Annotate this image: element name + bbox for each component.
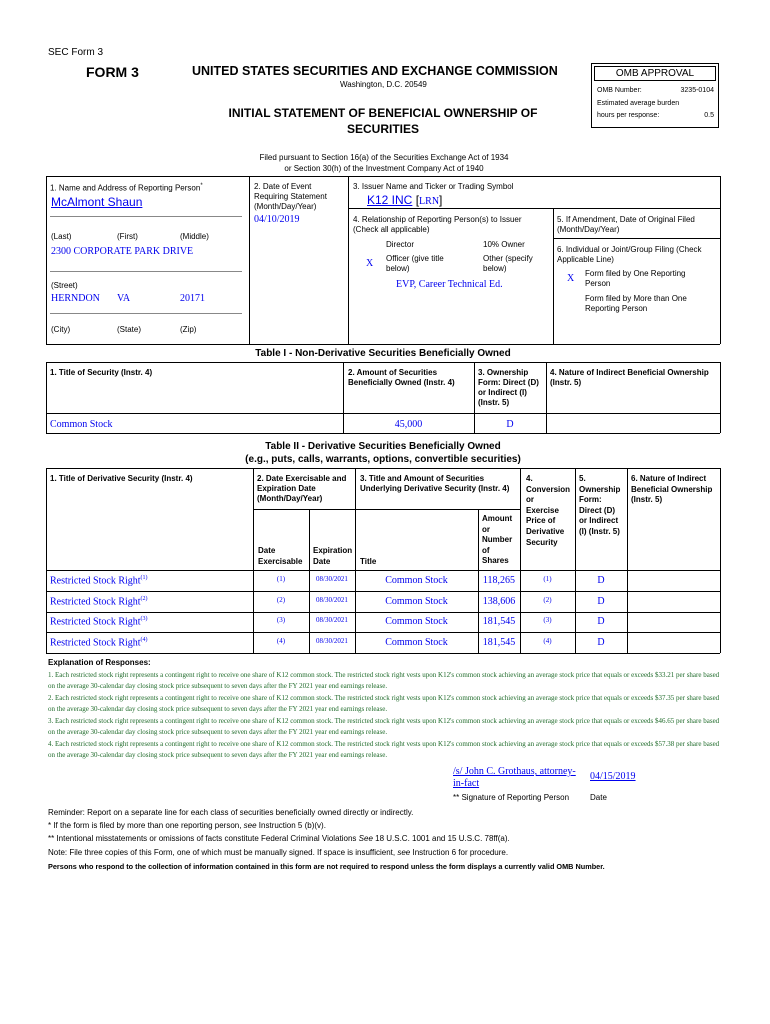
table2-title (46, 440, 720, 466)
table2-col4 (526, 474, 570, 548)
city: HERNDON (51, 293, 100, 304)
explanation-item: 1. Each restricted stock right represents a contingent right to receive one share of K12 common stock. The restricted stock right vests upon K12's common stock achieving an average stock price that equals or exceeds $33.21 per share based on the average 30-calendar day closing stock price subsequent to seven days after the FY 2021 year end earnings release. (48, 671, 720, 690)
table1-col2-1: 2. Amount of Securities (348, 368, 438, 377)
officer-check-mark: X (366, 258, 374, 269)
conversion-price: (1) (543, 575, 552, 583)
derivative-title (50, 616, 148, 627)
issuer-name-link[interactable]: K12 INC (367, 193, 413, 207)
derivative-title (50, 637, 148, 648)
event-date-label-1: 2. Date of Event (254, 182, 312, 191)
table2-col5-5: (I) (Instr. 5) (579, 526, 620, 536)
derivative-title-text: Restricted Stock Right (50, 596, 141, 608)
expiration-date: 08/30/2021 (316, 596, 348, 604)
sec-form-label: SEC Form 3 (48, 47, 104, 58)
filing-label-1: 6. Individual or Joint/Group Filing (Check (557, 245, 702, 254)
conversion-price: (2) (543, 596, 552, 604)
reporting-person-label-sup: * (200, 183, 203, 189)
relationship-label-2: (Check all applicable) (353, 225, 430, 234)
table1-col4-1: 4. Nature of Indirect Beneficial Ownership (550, 368, 709, 377)
table2-col5-4: or Indirect (579, 516, 619, 526)
table-row (46, 633, 720, 653)
street-address: 2300 CORPORATE PARK DRIVE (51, 246, 194, 257)
expiration-1: Expiration (313, 546, 353, 555)
derivative-title-text: Restricted Stock Right (50, 575, 141, 587)
filing-one-2: Person (585, 279, 611, 288)
reporting-person-label-text: 1. Name and Address of Reporting Person (50, 183, 201, 193)
other-option-2: below) (483, 264, 507, 273)
officer-title: EVP, Career Technical Ed. (396, 279, 503, 290)
filed-pursuant-line-2: or Section 30(h) of the Investment Company Act of 1940 (284, 164, 484, 173)
explanation-item: 2. Each restricted stock right represents a contingent right to receive one share of K12 common stock. The restricted stock right vests upon K12's common stock achieving an average stock price that equals or exceeds $37.35 per share based on the average 30-calendar day closing stock price subsequent to seven days after the FY 2021 year end earnings release. (48, 694, 720, 713)
table2-col6-1: Beneficial Ownership (631, 484, 713, 494)
table2-col4-6: Security (526, 537, 558, 547)
table1-col2-2: Beneficially Owned (Instr. 4) (348, 378, 455, 387)
table2-col5-2: Form: (579, 495, 602, 505)
table2-col2 (257, 474, 346, 504)
omb-hours: 0.5 (704, 112, 714, 119)
issuer-label: 3. Issuer Name and Ticker or Trading Symbol (353, 182, 514, 191)
filing-label (557, 245, 702, 265)
filing-label-2: Applicable Line) (557, 255, 614, 264)
table2-col3-2: Underlying Derivative Security (Instr. 4) (360, 484, 510, 493)
signature-label: ** Signature of Reporting Person (453, 793, 570, 802)
ticker-open: [ (415, 193, 420, 207)
note3-see: see (397, 848, 411, 857)
table2-col3 (360, 474, 509, 494)
ten-pct-option: 10% Owner (483, 240, 525, 249)
omb-title: OMB APPROVAL (594, 66, 716, 81)
signature-name-2: in-fact (453, 778, 480, 789)
ownership-form: D (597, 616, 605, 627)
table1-col4-2: (Instr. 5) (550, 378, 582, 387)
omb-hours-label: hours per response: (597, 112, 660, 119)
filing-one-option (585, 269, 686, 289)
agency-title: UNITED STATES SECURITIES AND EXCHANGE COMMISSION (192, 64, 558, 78)
underlying-title: Common Stock (385, 575, 448, 586)
city-label: (City) (51, 325, 71, 334)
table1-row-form: D (506, 419, 514, 430)
expiration-header (313, 546, 352, 567)
filed-pursuant-line-1: Filed pursuant to Section 16(a) of the Securities Exchange Act of 1934 (259, 153, 509, 162)
filing-check-mark: X (567, 273, 575, 284)
ownership-form: D (597, 575, 605, 586)
table2-col5-1: Ownership (579, 484, 621, 494)
director-option: Director (386, 240, 415, 249)
statement-title-line-1: INITIAL STATEMENT OF BENEFICIAL OWNERSHIP OF (228, 106, 538, 120)
date-exercisable-2: Exercisable (258, 556, 303, 566)
middle-label: (Middle) (180, 232, 209, 241)
note1-b: Instruction 5 (b)(v). (256, 821, 326, 830)
last-label: (Last) (51, 232, 72, 241)
title-header: Title (360, 557, 377, 566)
expiration-date: 08/30/2021 (316, 575, 348, 583)
ticker-close: ] (439, 193, 443, 207)
table2-rows (46, 571, 720, 653)
underlying-title: Common Stock (385, 637, 448, 648)
derivative-title (50, 596, 148, 607)
amount-label-2: Number (482, 535, 513, 545)
table1-row-amount: 45,000 (394, 419, 423, 430)
explanation-item: 3. Each restricted stock right represents a contingent right to receive one share of K12 common stock. The restricted stock right vests upon K12's common stock achieving an average stock price that equals or exceeds $46.65 per share based on the average 30-calendar day closing stock price subsequent to seven days after the FY 2021 year end earnings release. (48, 717, 720, 736)
signature-name-1: /s/ John C. Grothaus, attorney- (453, 766, 576, 777)
signature-date: 04/15/2019 (590, 771, 636, 782)
conversion-price: (4) (543, 637, 552, 645)
amendment-label-1: 5. If Amendment, Date of Original Filed (557, 215, 695, 224)
amendment-label (557, 215, 695, 235)
table1-col4 (550, 368, 709, 388)
table1-col3 (478, 368, 539, 408)
expiration-date: 08/30/2021 (316, 616, 348, 624)
statement-title (218, 105, 548, 137)
expiration-2: Date (313, 556, 331, 566)
table1-col3-1: 3. Ownership (478, 368, 529, 377)
note-copies (48, 848, 508, 857)
officer-option-2: below) (386, 264, 410, 273)
date-exercisable: (1) (276, 575, 286, 583)
table2-col6-0: 6. Nature of Indirect (631, 474, 707, 483)
note2-b: 18 U.S.C. 1001 and 15 U.S.C. 78ff(a). (372, 834, 510, 843)
agency-location: Washington, D.C. 20549 (340, 80, 427, 89)
filing-one-1: Form filed by One Reporting (585, 269, 686, 278)
derivative-title-text: Restricted Stock Right (50, 616, 141, 628)
table2-col2-1: 2. Date Exercisable and (257, 474, 347, 483)
table2-col4-0: 4. (526, 474, 533, 483)
table2-col4-3: Exercise (526, 505, 559, 515)
table2-col5 (579, 474, 620, 538)
ticker: LRN (419, 196, 440, 207)
derivative-title-fn: (3) (140, 616, 148, 622)
note2-see: See (358, 834, 373, 843)
reporting-person-label (50, 183, 203, 193)
derivative-title-fn: (4) (140, 637, 148, 643)
table1-col3-2: Form: Direct (D) (478, 378, 539, 387)
table2-col6-2: (Instr. 5) (631, 495, 663, 505)
note-multiple-persons (48, 821, 326, 830)
other-option-1: Other (specify (483, 254, 533, 263)
reminder-note: Reminder: Report on a separate line for each class of securities beneficially owned directly or indirectly. (48, 808, 414, 817)
explanation-list (48, 670, 720, 762)
other-option (483, 254, 533, 274)
amount-label-4: Shares (482, 556, 509, 566)
underlying-shares: 138,606 (482, 596, 516, 607)
table1-col2 (348, 368, 455, 388)
table2-col4-4: Price of (526, 516, 556, 526)
first-label: (First) (117, 232, 138, 241)
table2-col3-1: 3. Title and Amount of Securities (360, 474, 485, 483)
table2-col5-3: Direct (D) (579, 505, 616, 515)
date-exercisable-1: Date (258, 546, 276, 555)
table1-title: Table I - Non-Derivative Securities Beneficially Owned (255, 348, 511, 359)
underlying-title: Common Stock (385, 596, 448, 607)
derivative-title-fn: (1) (140, 575, 148, 581)
street-label: (Street) (51, 281, 78, 290)
omb-burden-label: Estimated average burden (597, 100, 680, 107)
table2-col4-5: Derivative (526, 526, 565, 536)
filing-more-option (585, 294, 687, 314)
signature-date-label: Date (590, 793, 607, 802)
event-date-value: 04/10/2019 (254, 214, 300, 225)
officer-option-1: Officer (give title (386, 254, 444, 263)
note3-a: Note: File three copies of this Form, one of which must be manually signed. If space is insufficient, (48, 848, 398, 857)
event-date-label-2: Requiring Statement (254, 192, 327, 201)
signature-name (453, 766, 576, 790)
table-row (46, 612, 720, 632)
statement-title-line-2: SECURITIES (346, 122, 419, 136)
omb-approval-box (591, 63, 719, 128)
event-date-label (254, 182, 327, 212)
zip-label: (Zip) (180, 325, 197, 334)
underlying-shares: 181,545 (482, 616, 516, 627)
table1-col3-3: or Indirect (I) (478, 388, 527, 397)
officer-option (386, 254, 444, 274)
relationship-label (353, 215, 522, 235)
amendment-label-2: (Month/Day/Year) (557, 225, 620, 234)
explanation-item: 4. Each restricted stock right represents a contingent right to receive one share of K12 common stock. The restricted stock right vests upon K12's common stock achieving an average stock price that equals or exceeds $57.38 per share based on the average 30-calendar day closing stock price subsequent to seven days after the FY 2021 year end earnings release. (48, 740, 720, 759)
amount-label-3: of (482, 545, 490, 555)
amount-label-0: Amount (482, 514, 513, 523)
note1-a: * If the form is filed by more than one reporting person, (48, 821, 244, 830)
filed-pursuant (200, 152, 568, 174)
ownership-form: D (597, 596, 605, 607)
conversion-price: (3) (543, 616, 552, 624)
filing-more-2: Reporting Person (585, 304, 648, 313)
table2-col4-1: Conversion (526, 484, 571, 494)
filing-more-1: Form filed by More than One (585, 294, 687, 303)
note2-a: ** Intentional misstatements or omissions of facts constitute Federal Criminal Violations (48, 834, 359, 843)
underlying-shares: 118,265 (482, 575, 516, 586)
table2-col5-0: 5. (579, 474, 586, 483)
derivative-title-fn: (2) (140, 596, 148, 602)
table2-col6 (631, 474, 712, 506)
ownership-form: D (597, 637, 605, 648)
omb-number: 3235-0104 (680, 87, 714, 94)
table-row (46, 571, 720, 591)
table1-col3-4: (Instr. 5) (478, 398, 510, 407)
date-exercisable: (2) (276, 596, 286, 604)
omb-persons-note: Persons who respond to the collection of information contained in this form are not required to respond unless the form displays a currently valid OMB Number. (48, 862, 605, 871)
note1-see: see (243, 821, 257, 830)
table-row (46, 592, 720, 612)
table1-row-title: Common Stock (50, 419, 113, 430)
form-title: FORM 3 (86, 64, 139, 80)
zip: 20171 (180, 293, 205, 304)
note3-b: Instruction 6 for procedure. (410, 848, 509, 857)
amount-header (482, 514, 512, 567)
issuer-name-line (367, 193, 442, 207)
event-date-label-3: (Month/Day/Year) (254, 202, 317, 211)
table2-col1: 1. Title of Derivative Security (Instr. 4) (50, 474, 193, 483)
table2-col2-2: Expiration Date (257, 484, 316, 493)
date-exercisable: (3) (276, 616, 286, 624)
explanation-heading: Explanation of Responses: (48, 658, 151, 667)
table2-col4-2: or (526, 495, 534, 505)
state-label: (State) (117, 325, 142, 334)
omb-number-label: OMB Number: (597, 87, 642, 94)
underlying-shares: 181,545 (482, 637, 516, 648)
note-misstatements (48, 834, 510, 843)
state: VA (117, 293, 131, 304)
expiration-date: 08/30/2021 (316, 637, 348, 645)
table2-title-2: (e.g., puts, calls, warrants, options, convertible securities) (245, 454, 521, 465)
underlying-title: Common Stock (385, 616, 448, 627)
table2-col2-3: (Month/Day/Year) (257, 494, 323, 503)
derivative-title (50, 575, 148, 586)
derivative-title-text: Restricted Stock Right (50, 637, 141, 649)
reporting-person-name-link[interactable]: McAlmont Shaun (51, 195, 143, 209)
amount-label-1: or (482, 524, 490, 534)
table1-col1: 1. Title of Security (Instr. 4) (50, 368, 153, 377)
relationship-label-1: 4. Relationship of Reporting Person(s) to Issuer (353, 215, 522, 224)
table2-title-1: Table II - Derivative Securities Beneficially Owned (265, 441, 501, 452)
date-exercisable-header (258, 546, 302, 567)
date-exercisable: (4) (276, 637, 286, 645)
